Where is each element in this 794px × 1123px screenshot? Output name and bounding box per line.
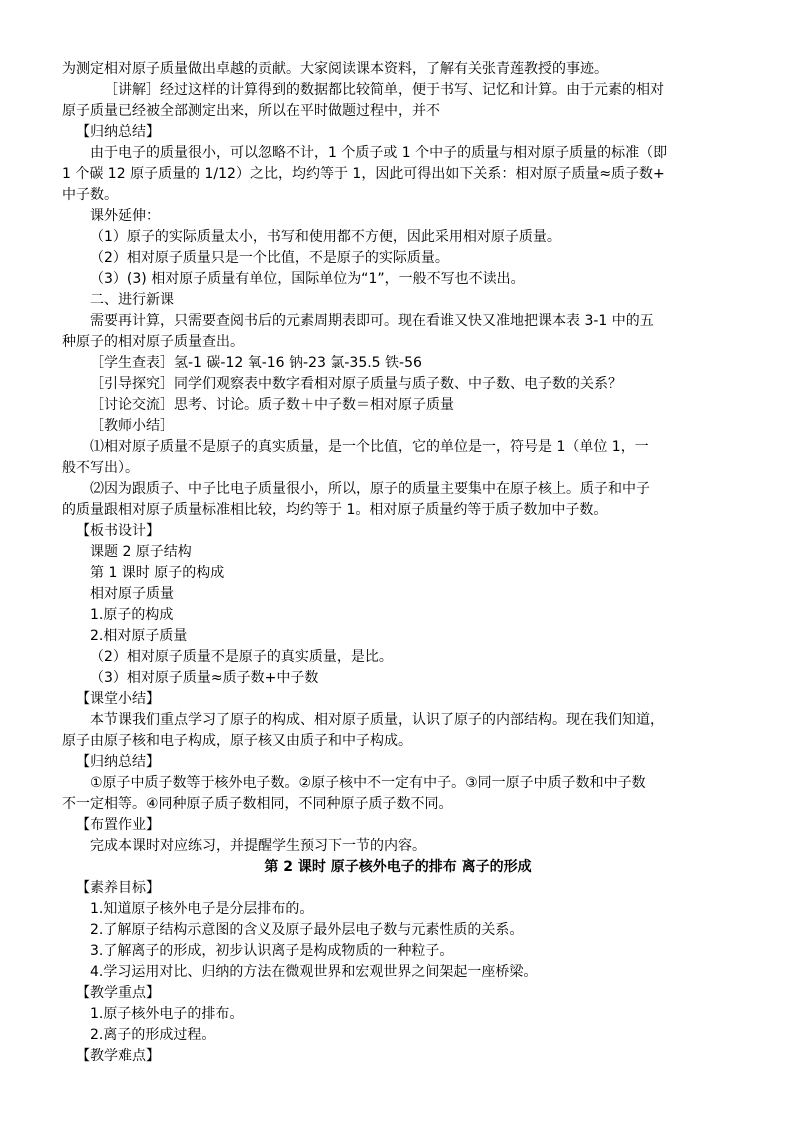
list-item: （3）(3) 相对原子质量有单位，国际单位为“1”，一般不写也不读出。 (90, 271, 525, 287)
text-line: ［讨论交流］思考、讨论。质子数＋中子数＝相对原子质量 (90, 397, 454, 413)
section-heading: 【布置作业】 (76, 817, 160, 833)
list-item: 2.离子的形成过程。 (90, 1027, 216, 1043)
document-body (62, 59, 734, 1067)
list-item: 4.学习运用对比、归纳的方法在微观世界和宏观世界之间架起一座桥梁。 (90, 964, 538, 980)
text-line: 种原子的相对原子质量查出。 (62, 334, 244, 350)
text-line: 课题 2 原子结构 (90, 544, 192, 560)
list-item: 2.相对原子质量 (90, 628, 188, 644)
text-line: 1 个碳 12 原子质量的 1/12）之比，均约等于 1，因此可得出如下关系：相对原子质量≈质子数+ (62, 166, 665, 182)
text-line: 由于电子的质量很小，可以忽略不计，1 个质子或 1 个中子的质量与相对原子质量的标准（即 (90, 145, 668, 161)
text-line: 般不写出）。 (62, 460, 139, 476)
text-line: 不一定相等。④同种原子质子数相同，不同种原子质子数不同。 (62, 796, 453, 812)
list-item: （1）原子的实际质量太小，书写和使用都不方便，因此采用相对原子质量。 (90, 229, 561, 245)
section-heading: 【归纳总结】 (76, 124, 160, 140)
section-heading: 【课堂小结】 (76, 691, 160, 707)
text-line: 原子由原子核和电子构成，原子核又由质子和中子构成。 (62, 733, 412, 749)
text-line: 课外延伸： (90, 208, 160, 224)
text-line: 第 1 课时 原子的构成 (90, 565, 225, 581)
text-line: 需要再计算，只需要查阅书后的元素周期表即可。现在看谁又快又准地把课本表 3-1 中的五 (90, 313, 654, 329)
list-item: （2）相对原子质量不是原子的真实质量，是比。 (90, 649, 393, 665)
text-line: 本节课我们重点学习了原子的构成、相对原子质量，认识了原子的内部结构。现在我们知道， (90, 712, 664, 728)
section-heading: 【教学重点】 (76, 985, 160, 1001)
text-line: ［学生查表］氢-1 碳-12 氧-16 钠-23 氯-35.5 铁-56 (90, 355, 422, 371)
text-line: 原子质量已经被全部测定出来，所以在平时做题过程中，并不 (62, 103, 440, 119)
lesson-title: 第 2 课时 原子核外电子的排布 离子的形成 (264, 859, 532, 875)
section-heading: 【素养目标】 (76, 880, 160, 896)
text-line: ［教师小结］ (90, 418, 174, 434)
text-line: ［引导探究］同学们观察表中数字看相对原子质量与质子数、中子数、电子数的关系？ (90, 376, 622, 392)
text-line: 为测定相对原子质量做出卓越的贡献。大家阅读课本资料，了解有关张青莲教授的事迹。 (62, 61, 608, 77)
text-line: ⑵因为跟质子、中子比电子质量很小，所以，原子的质量主要集中在原子核上。质子和中子 (90, 481, 650, 497)
list-item: （2）相对原子质量只是一个比值，不是原子的实际质量。 (90, 250, 449, 266)
text-line: 完成本课时对应练习，并提醒学生预习下一节的内容。 (90, 838, 426, 854)
text-line: 相对原子质量 (90, 586, 174, 602)
list-item: 1.原子的构成 (90, 607, 174, 623)
text-line: ①原子中质子数等于核外电子数。②原子核中不一定有中子。③同一原子中质子数和中子数 (90, 775, 646, 791)
section-heading: 【归纳总结】 (76, 754, 160, 770)
list-item: 1.知道原子核外电子是分层排布的。 (90, 901, 314, 917)
section-heading: 【板书设计】 (76, 523, 160, 539)
text-line: ⑴相对原子质量不是原子的真实质量，是一个比值，它的单位是一，符号是 1（单位 1，一 (90, 439, 649, 455)
text-line: ［讲解］经过这样的计算得到的数据都比较简单，便于书写、记忆和计算。由于元素的相对 (104, 82, 664, 98)
text-line: 中子数。 (62, 187, 118, 203)
text-line: 的质量跟相对原子质量标准相比较，均约等于 1。相对原子质量约等于质子数加中子数。 (62, 502, 608, 518)
list-item: （3）相对原子质量≈质子数+中子数 (90, 670, 319, 686)
list-item: 1.原子核外电子的排布。 (90, 1006, 244, 1022)
section-heading: 二、进行新课 (90, 292, 174, 308)
list-item: 3.了解离子的形成，初步认识离子是构成物质的一种粒子。 (90, 943, 454, 959)
list-item: 2.了解原子结构示意图的含义及原子最外层电子数与元素性质的关系。 (90, 922, 524, 938)
section-heading: 【教学难点】 (76, 1048, 160, 1064)
